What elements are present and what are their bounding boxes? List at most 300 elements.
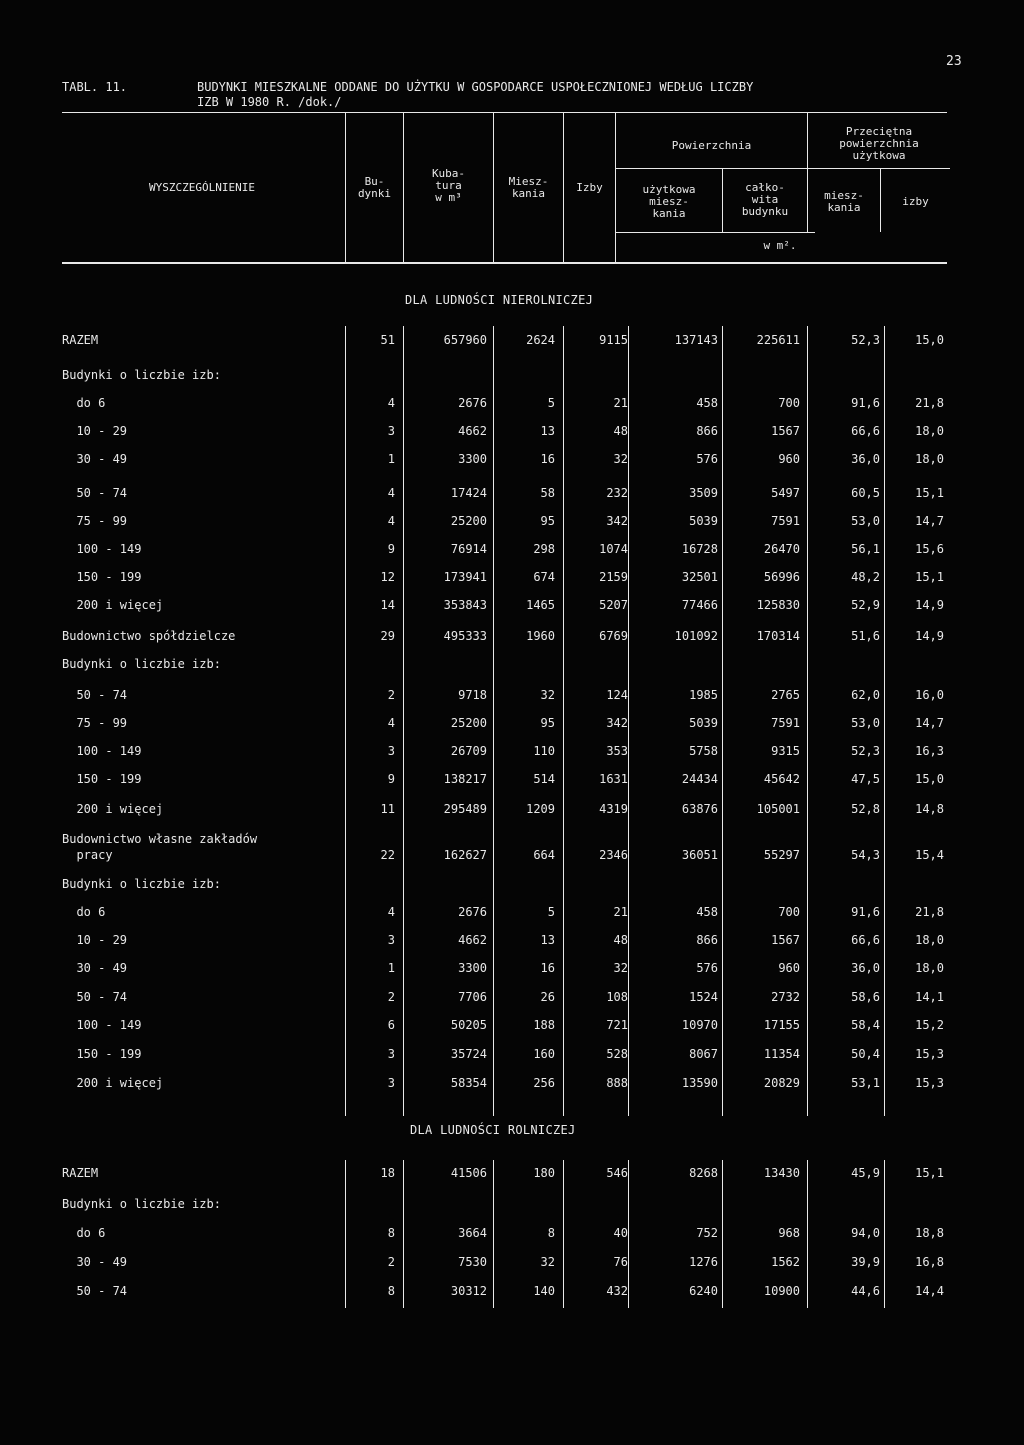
header-uzytkowa: użytkowa miesz- kania (642, 183, 696, 220)
table-cell: 546 (606, 1166, 628, 1180)
table-cell: 342 (606, 716, 628, 730)
table-cell: 15,4 (915, 848, 944, 862)
table-row (0, 368, 1024, 388)
table-cell: 2676 (458, 396, 487, 410)
table-cell: 52,8 (851, 802, 880, 816)
table-cell: 1567 (771, 424, 800, 438)
table-cell: 674 (533, 570, 555, 584)
table-cell: 9 (387, 772, 395, 786)
table-cell: 51,6 (851, 629, 880, 643)
table-cell: 3664 (458, 1226, 487, 1240)
table-cell: 6240 (689, 1284, 718, 1298)
table-row (0, 688, 1024, 708)
row-label-continued: pracy (62, 848, 113, 862)
table-cell: 4319 (599, 802, 628, 816)
table-cell: 3 (387, 1047, 395, 1061)
table-cell: 7530 (458, 1255, 487, 1269)
table-cell: 5497 (771, 486, 800, 500)
table-cell: 124 (606, 688, 628, 702)
table-cell: 15,0 (915, 772, 944, 786)
header-sub-rule (615, 168, 950, 169)
header-calkowita: całko- wita budynku (741, 181, 789, 218)
table-row (0, 716, 1024, 736)
table-cell: 94,0 (851, 1226, 880, 1240)
table-cell: 26709 (450, 744, 487, 758)
table-row (0, 744, 1024, 764)
table-cell: 180 (533, 1166, 555, 1180)
table-cell: 6769 (599, 629, 628, 643)
page-number: 23 (946, 54, 962, 69)
row-label: 50 - 74 (62, 990, 128, 1004)
section-title-rolnicza: DLA LUDNOŚCI ROLNICZEJ (410, 1123, 576, 1137)
table-cell: 657960 (443, 333, 487, 347)
table-cell: 14,9 (915, 598, 944, 612)
table-cell: 225611 (756, 333, 800, 347)
table-cell: 432 (606, 1284, 628, 1298)
row-label: RAZEM (62, 333, 99, 347)
header-powierzchnia: Powierzchnia (671, 139, 752, 152)
table-cell: 13 (540, 424, 555, 438)
table-cell: 960 (778, 452, 800, 466)
table-cell: 4662 (458, 933, 487, 947)
table-cell: 137143 (674, 333, 718, 347)
row-label: Budynki o liczbie izb: (62, 657, 221, 671)
row-label: Budynki o liczbie izb: (62, 1197, 221, 1211)
table-cell: 232 (606, 486, 628, 500)
table-cell: 101092 (674, 629, 718, 643)
table-cell: 4 (387, 905, 395, 919)
table-row (0, 657, 1024, 677)
table-cell: 15,1 (915, 570, 944, 584)
table-cell: 5207 (599, 598, 628, 612)
table-cell: 30312 (450, 1284, 487, 1298)
table-cell: 5039 (689, 716, 718, 730)
table-row (0, 486, 1024, 506)
table-cell: 1 (387, 452, 395, 466)
header-unit-rule (615, 232, 815, 233)
header-wyszczegolnienie: WYSZCZEGÓLNIENIE (149, 181, 255, 194)
table-cell: 35724 (450, 1047, 487, 1061)
table-cell: 4 (387, 716, 395, 730)
table-row (0, 424, 1024, 444)
table-cell: 44,6 (851, 1284, 880, 1298)
table-cell: 2676 (458, 905, 487, 919)
table-cell: 3 (387, 1076, 395, 1090)
header-p-izby: izby (902, 195, 929, 208)
table-cell: 95 (540, 514, 555, 528)
table-cell: 14,4 (915, 1284, 944, 1298)
table-cell: 700 (778, 396, 800, 410)
table-cell: 458 (696, 396, 718, 410)
table-cell: 16728 (681, 542, 718, 556)
table-cell: 13 (540, 933, 555, 947)
table-cell: 15,3 (915, 1076, 944, 1090)
table-cell: 140 (533, 1284, 555, 1298)
table-cell: 41506 (450, 1166, 487, 1180)
table-cell: 10970 (681, 1018, 718, 1032)
table-title (62, 80, 753, 110)
row-label: 75 - 99 (62, 716, 128, 730)
table-row (0, 570, 1024, 590)
table-cell: 2159 (599, 570, 628, 584)
table-cell: 15,1 (915, 1166, 944, 1180)
table-cell: 1209 (526, 802, 555, 816)
table-cell: 32 (613, 961, 628, 975)
table-cell: 4 (387, 396, 395, 410)
table-cell: 14,7 (915, 716, 944, 730)
table-cell: 40 (613, 1226, 628, 1240)
table-cell: 60,5 (851, 486, 880, 500)
table-cell: 22 (380, 848, 395, 862)
row-label: 10 - 29 (62, 424, 128, 438)
table-cell: 76 (613, 1255, 628, 1269)
table-cell: 54,3 (851, 848, 880, 862)
row-label: 100 - 149 (62, 744, 142, 758)
table-cell: 48,2 (851, 570, 880, 584)
table-cell: 295489 (443, 802, 487, 816)
table-cell: 50,4 (851, 1047, 880, 1061)
table-row (0, 990, 1024, 1010)
table-row (0, 598, 1024, 618)
table-cell: 50205 (450, 1018, 487, 1032)
table-cell: 5 (547, 396, 555, 410)
table-cell: 76914 (450, 542, 487, 556)
table-cell: 3 (387, 424, 395, 438)
table-cell: 664 (533, 848, 555, 862)
table-cell: 1562 (771, 1255, 800, 1269)
row-label: Budownictwo własne zakładów (62, 832, 258, 846)
header-top-rule (62, 112, 947, 113)
table-cell: 18 (380, 1166, 395, 1180)
table-cell: 9315 (771, 744, 800, 758)
table-cell: 108 (606, 990, 628, 1004)
table-cell: 45,9 (851, 1166, 880, 1180)
table-row (0, 1076, 1024, 1096)
table-row (0, 1018, 1024, 1038)
table-cell: 888 (606, 1076, 628, 1090)
table-cell: 458 (696, 905, 718, 919)
table-cell: 528 (606, 1047, 628, 1061)
row-label: Budynki o liczbie izb: (62, 877, 221, 891)
table-cell: 1524 (689, 990, 718, 1004)
table-cell: 576 (696, 961, 718, 975)
table-cell: 52,9 (851, 598, 880, 612)
row-label: 50 - 74 (62, 688, 128, 702)
table-row (0, 1166, 1024, 1186)
header-przecietna: Przeciętna powierzchnia użytkowa (839, 125, 919, 162)
table-cell: 968 (778, 1226, 800, 1240)
table-cell: 26470 (763, 542, 800, 556)
table-cell: 91,6 (851, 905, 880, 919)
table-cell: 8 (547, 1226, 555, 1240)
table-cell: 1985 (689, 688, 718, 702)
table-cell: 32 (540, 1255, 555, 1269)
table-cell: 3 (387, 744, 395, 758)
table-cell: 53,0 (851, 716, 880, 730)
table-row (0, 452, 1024, 472)
table-cell: 10900 (763, 1284, 800, 1298)
table-cell: 2 (387, 990, 395, 1004)
table-row (0, 629, 1024, 649)
table-cell: 353 (606, 744, 628, 758)
table-cell: 353843 (443, 598, 487, 612)
table-cell: 8 (387, 1226, 395, 1240)
table-row (0, 802, 1024, 822)
table-cell: 5758 (689, 744, 718, 758)
row-label: 200 i więcej (62, 598, 164, 612)
table-cell: 32501 (681, 570, 718, 584)
row-label: Budownictwo spółdzielcze (62, 629, 236, 643)
table-row (0, 1047, 1024, 1067)
table-cell: 342 (606, 514, 628, 528)
table-cell: 7591 (771, 514, 800, 528)
table-cell: 5039 (689, 514, 718, 528)
table-cell: 15,3 (915, 1047, 944, 1061)
table-row (0, 1197, 1024, 1217)
table-cell: 66,6 (851, 933, 880, 947)
table-cell: 53,1 (851, 1076, 880, 1090)
table-cell: 52,3 (851, 333, 880, 347)
table-cell: 700 (778, 905, 800, 919)
table-cell: 56,1 (851, 542, 880, 556)
table-cell: 17155 (763, 1018, 800, 1032)
header-kubatura: Kuba- tura w m³ (431, 167, 466, 204)
row-label: Budynki o liczbie izb: (62, 368, 221, 382)
table-row (0, 1255, 1024, 1275)
table-cell: 77466 (681, 598, 718, 612)
table-cell: 14,1 (915, 990, 944, 1004)
table-cell: 51 (380, 333, 395, 347)
table-cell: 24434 (681, 772, 718, 786)
table-cell: 58,4 (851, 1018, 880, 1032)
table-row (0, 1284, 1024, 1304)
table-cell: 125830 (756, 598, 800, 612)
table-cell: 6 (387, 1018, 395, 1032)
row-label: 100 - 149 (62, 542, 142, 556)
table-row (0, 333, 1024, 353)
table-cell: 21,8 (915, 396, 944, 410)
table-cell: 9115 (599, 333, 628, 347)
row-label: 30 - 49 (62, 1255, 128, 1269)
table-cell: 3300 (458, 961, 487, 975)
table-cell: 15,1 (915, 486, 944, 500)
table-cell: 53,0 (851, 514, 880, 528)
table-cell: 1631 (599, 772, 628, 786)
table-row (0, 514, 1024, 534)
table-cell: 15,6 (915, 542, 944, 556)
table-cell: 13590 (681, 1076, 718, 1090)
table-cell: 5 (547, 905, 555, 919)
row-label: do 6 (62, 1226, 106, 1240)
header-budynki: Bu- dynki (357, 175, 392, 200)
row-label: 50 - 74 (62, 486, 128, 500)
table-cell: 2732 (771, 990, 800, 1004)
table-cell: 866 (696, 933, 718, 947)
table-cell: 4 (387, 486, 395, 500)
table-cell: 8067 (689, 1047, 718, 1061)
table-cell: 8268 (689, 1166, 718, 1180)
table-cell: 256 (533, 1076, 555, 1090)
table-cell: 14,7 (915, 514, 944, 528)
table-cell: 7591 (771, 716, 800, 730)
table-cell: 63876 (681, 802, 718, 816)
table-cell: 2765 (771, 688, 800, 702)
table-cell: 2346 (599, 848, 628, 862)
table-cell: 14 (380, 598, 395, 612)
row-label: 100 - 149 (62, 1018, 142, 1032)
row-label: 150 - 199 (62, 1047, 142, 1061)
table-cell: 3 (387, 933, 395, 947)
table-label: TABL. 11. (62, 80, 128, 94)
table-row (0, 772, 1024, 792)
table-row (0, 832, 1024, 862)
row-label: 150 - 199 (62, 772, 142, 786)
table-cell: 8 (387, 1284, 395, 1298)
row-label: do 6 (62, 396, 106, 410)
table-cell: 18,0 (915, 961, 944, 975)
table-cell: 1567 (771, 933, 800, 947)
table-cell: 21,8 (915, 905, 944, 919)
table-row (0, 961, 1024, 981)
table-cell: 20829 (763, 1076, 800, 1090)
table-cell: 2624 (526, 333, 555, 347)
table-cell: 62,0 (851, 688, 880, 702)
table-cell: 1960 (526, 629, 555, 643)
table-cell: 56996 (763, 570, 800, 584)
header-bottom-rule (62, 262, 947, 264)
table-cell: 48 (613, 424, 628, 438)
table-cell: 16,8 (915, 1255, 944, 1269)
header-izby: Izby (576, 181, 603, 194)
row-label: 10 - 29 (62, 933, 128, 947)
table-cell: 170314 (756, 629, 800, 643)
table-cell: 32 (613, 452, 628, 466)
table-row (0, 1226, 1024, 1246)
table-cell: 4 (387, 514, 395, 528)
table-cell: 866 (696, 424, 718, 438)
table-cell: 514 (533, 772, 555, 786)
table-cell: 960 (778, 961, 800, 975)
table-cell: 2 (387, 1255, 395, 1269)
table-cell: 29 (380, 629, 395, 643)
row-label: 50 - 74 (62, 1284, 128, 1298)
header-unit: w m². (763, 239, 797, 252)
table-cell: 18,0 (915, 452, 944, 466)
table-cell: 11354 (763, 1047, 800, 1061)
table-cell: 3509 (689, 486, 718, 500)
table-cell: 26 (540, 990, 555, 1004)
table-cell: 15,2 (915, 1018, 944, 1032)
title-line-1: BUDYNKI MIESZKALNE ODDANE DO UŻYTKU W GOSPODARCE USPOŁECZNIONEJ WEDŁUG LICZBY (197, 80, 754, 94)
row-label: 30 - 49 (62, 452, 128, 466)
section-title-nierolnicza: DLA LUDNOŚCI NIEROLNICZEJ (405, 293, 594, 307)
table-cell: 7706 (458, 990, 487, 1004)
table-cell: 47,5 (851, 772, 880, 786)
table-cell: 12 (380, 570, 395, 584)
row-label: 150 - 199 (62, 570, 142, 584)
table-cell: 21 (613, 905, 628, 919)
table-cell: 721 (606, 1018, 628, 1032)
row-label: 200 i więcej (62, 1076, 164, 1090)
table-cell: 110 (533, 744, 555, 758)
table-cell: 11 (380, 802, 395, 816)
table-cell: 1 (387, 961, 395, 975)
table-cell: 173941 (443, 570, 487, 584)
table-row (0, 905, 1024, 925)
table-cell: 14,8 (915, 802, 944, 816)
table-cell: 9 (387, 542, 395, 556)
table-cell: 32 (540, 688, 555, 702)
table-cell: 39,9 (851, 1255, 880, 1269)
header-mieszkania: Miesz- kania (508, 175, 549, 200)
table-row (0, 933, 1024, 953)
table-cell: 9718 (458, 688, 487, 702)
table-cell: 3300 (458, 452, 487, 466)
table-cell: 188 (533, 1018, 555, 1032)
table-cell: 752 (696, 1226, 718, 1240)
table-cell: 95 (540, 716, 555, 730)
table-cell: 16 (540, 961, 555, 975)
table-cell: 18,0 (915, 933, 944, 947)
table-cell: 1465 (526, 598, 555, 612)
table-cell: 17424 (450, 486, 487, 500)
table-cell: 1276 (689, 1255, 718, 1269)
table-cell: 45642 (763, 772, 800, 786)
table-cell: 576 (696, 452, 718, 466)
table-cell: 15,0 (915, 333, 944, 347)
table-cell: 18,8 (915, 1226, 944, 1240)
row-label: 30 - 49 (62, 961, 128, 975)
table-cell: 16 (540, 452, 555, 466)
table-cell: 16,0 (915, 688, 944, 702)
table-cell: 91,6 (851, 396, 880, 410)
row-label: 200 i więcej (62, 802, 164, 816)
table-row (0, 877, 1024, 897)
table-cell: 21 (613, 396, 628, 410)
table-cell: 55297 (763, 848, 800, 862)
table-cell: 105001 (756, 802, 800, 816)
table-cell: 25200 (450, 514, 487, 528)
table-cell: 36,0 (851, 961, 880, 975)
table-cell: 298 (533, 542, 555, 556)
table-cell: 48 (613, 933, 628, 947)
table-cell: 36,0 (851, 452, 880, 466)
table-cell: 25200 (450, 716, 487, 730)
table-cell: 52,3 (851, 744, 880, 758)
title-line-2: IZB W 1980 R. /dok./ (197, 95, 342, 109)
table-cell: 66,6 (851, 424, 880, 438)
row-label: RAZEM (62, 1166, 99, 1180)
table-cell: 18,0 (915, 424, 944, 438)
table-row (0, 396, 1024, 416)
table-cell: 162627 (443, 848, 487, 862)
row-label: 75 - 99 (62, 514, 128, 528)
table-cell: 138217 (443, 772, 487, 786)
table-cell: 58 (540, 486, 555, 500)
table-cell: 16,3 (915, 744, 944, 758)
table-cell: 36051 (681, 848, 718, 862)
table-cell: 160 (533, 1047, 555, 1061)
table-cell: 4662 (458, 424, 487, 438)
table-cell: 1074 (599, 542, 628, 556)
table-cell: 58,6 (851, 990, 880, 1004)
row-label: do 6 (62, 905, 106, 919)
table-cell: 2 (387, 688, 395, 702)
table-cell: 13430 (763, 1166, 800, 1180)
table-row (0, 542, 1024, 562)
header-p-mieszkania: miesz- kania (824, 189, 864, 214)
table-cell: 14,9 (915, 629, 944, 643)
